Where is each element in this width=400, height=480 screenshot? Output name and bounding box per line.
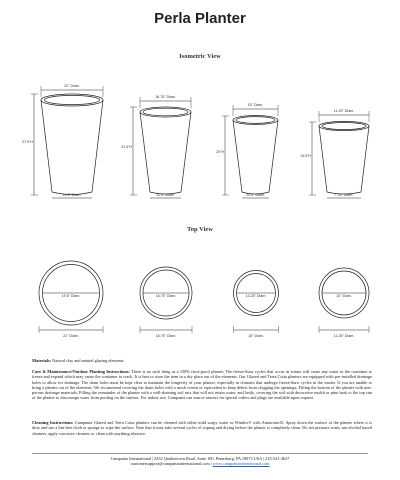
footer-address: Campania International | 2452 Quakertown Road, Suite 100, Pennsburg, PA 18073 USA | 215-541-4627	[110, 456, 290, 461]
planter-3-bottom-diameter: 10.5" Diam.	[246, 193, 265, 197]
care-paragraph	[32, 369, 372, 401]
top-view-3-inner-diameter: 13.25" Diam.	[245, 294, 267, 298]
planter-2-height: 23.5"H	[121, 145, 132, 149]
care-label: Care & Maintenance/Outdoor Planting Instructions:	[32, 369, 130, 374]
materials-text: Natural clay and natural glazing elements	[52, 358, 124, 363]
care-text: There is no such thing as a 100% frost-proof planter. The freeze-thaw cycles that occur in winter will cause any water in the container to freeze and expand which may cause the container to crack. It is best to store the item in a dry place out of the elements. Our Glazed and Terra Cotta planters are equipped with pre-installed drainage holes to allow for drainage. The drain holes must be kept clear to maintain the longevity of your planter, especially in climates that undergo freeze-thaw cycles in the winter. If you are unable to bring a planter out of the elements: We recommend covering the drain holes with a mesh screen or equivalent to keep debris from clogging the openings; Filling the bottom of the planter with non-porous drainage materials; Filling the remainder of the planter with a well-draining soil mix that will not retain water, and lastly, covering the soil with decorative mulch or pine bark to the top rim of the planter to discourage water from pooling on the surface. For indoor use, Campania can source saucers for special orders and plugs are available upon request.	[32, 369, 373, 401]
top-view-2-inner-diameter: 16.75" Diam.	[155, 294, 177, 298]
top-view-heading: Top View	[187, 226, 213, 233]
top-view-3-outer-diameter: 15" Diam.	[248, 334, 264, 338]
top-view-planter-4	[319, 268, 369, 333]
planter-2-top-diameter: 18.75" Diam.	[155, 95, 176, 99]
isometric-planter-4	[309, 111, 369, 198]
materials-label: Materials:	[32, 358, 52, 363]
planter-1-top-diameter: 22" Diam.	[64, 84, 80, 88]
top-view-4-outer-diameter: 11.25" Diam.	[333, 334, 355, 338]
planter-3-top-diameter: 15" Diam.	[247, 103, 264, 107]
planter-3-height: 20"H	[216, 150, 224, 154]
planter-1-height: 27.5"H	[22, 140, 33, 144]
page-title: Perla Planter	[154, 10, 246, 27]
planter-4-height: 14.5"H	[300, 154, 311, 158]
cleaning-text: Campania Glazed and Terra Cotta planters can be cleaned with either mild soapy water or Windex® with Ammonia-D. Spray down the surface of the planter where it is dirty and use a lint-free cloth or sponge to wipe the surface. Note that it may take several cycles of wiping and drying before the planter is completely clean. Do not pressure wash, use alcohol based cleaners, apply corrosive cleaners or clean with anything abrasive.	[32, 420, 373, 436]
isometric-view-heading: Isometric View	[179, 53, 221, 60]
footer-separator: |	[209, 461, 213, 467]
top-view-2-outer-diameter: 18.75" Diam.	[155, 334, 177, 338]
top-view-1-inner-diameter: 19.5" Diam.	[61, 294, 81, 298]
top-view-4-inner-diameter: 10" Diam.	[336, 294, 352, 298]
planter-4-bottom-diameter: 7.25" Diam.	[334, 193, 354, 197]
top-view-1-outer-diameter: 22" Diam.	[63, 334, 79, 338]
top-view-planter-3	[234, 271, 279, 334]
isometric-planter-1	[31, 86, 103, 198]
cleaning-paragraph	[32, 420, 372, 436]
footer-email[interactable]: customersupport@campaniainternational.com	[130, 461, 210, 467]
cleaning-label: Cleaning Instructions:	[32, 420, 74, 425]
planter-2-bottom-diameter: 12.5" Diam.	[156, 193, 175, 197]
footer-contact-line	[0, 461, 400, 466]
materials-paragraph	[32, 358, 372, 363]
footer-divider	[32, 453, 368, 454]
isometric-planter-3	[222, 105, 278, 198]
planter-4-top-diameter: 11.25" Diam.	[333, 109, 355, 113]
footer-website-link[interactable]: www.campaniainternational.com	[212, 461, 270, 467]
top-view-planter-2	[140, 267, 192, 333]
isometric-planter-2	[130, 97, 191, 198]
planter-1-bottom-diameter: 14.5" Diam.	[62, 193, 82, 197]
footer	[0, 456, 400, 467]
